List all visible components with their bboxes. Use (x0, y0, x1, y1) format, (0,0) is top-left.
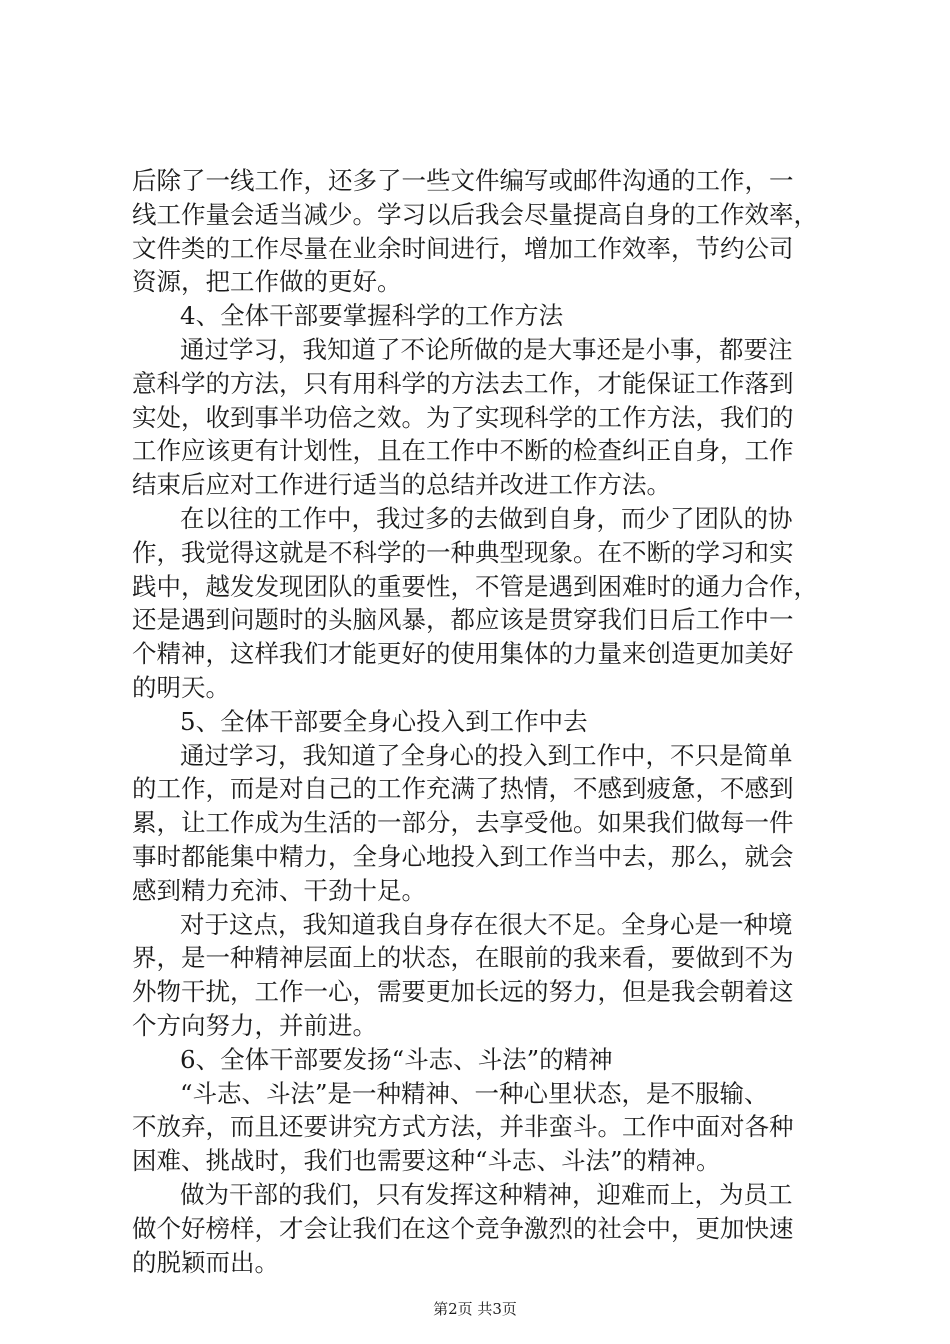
text-line: 后除了一线工作，还多了一些文件编写或邮件沟通的工作，一 (132, 166, 794, 195)
text-line: 作，我觉得这就是不科学的一种典型现象。在不断的学习和实 (132, 537, 794, 567)
text-line: 外物干扰，工作一心，需要更加长远的努力，但是我会朝着这 (132, 977, 794, 1007)
text-line: 个精神，这样我们才能更好的使用集体的力量来创造更加美好 (132, 639, 794, 669)
text-line: 5、全体干部要全身心投入到工作中去 (180, 706, 588, 736)
text-line: 结束后应对工作进行适当的总结并改进工作方法。 (132, 470, 671, 500)
text-line: 资源，把工作做的更好。 (132, 267, 402, 297)
text-line: 实处，收到事半功倍之效。为了实现科学的工作方法，我们的 (132, 402, 794, 432)
text-line: 在以往的工作中，我过多的去做到自身，而少了团队的协 (180, 503, 793, 533)
text-line: 线工作量会适当减少。学习以后我会尽量提高自身的工作效率， (132, 199, 818, 229)
page-footer: 第2页 共3页 (433, 1300, 517, 1318)
text-line: “斗志、斗法”是一种精神、一种心里状态，是不服输、 (180, 1078, 769, 1108)
text-line: 4、全体干部要掌握科学的工作方法 (180, 301, 564, 331)
text-line: 对于这点，我知道我自身存在很大不足。全身心是一种境 (180, 909, 793, 939)
text-line: 文件类的工作尽量在业余时间进行，增加工作效率，节约公司 (132, 233, 794, 263)
text-line: 累，让工作成为生活的一部分，去享受他。如果我们做每一件 (132, 808, 794, 838)
document-body (132, 164, 832, 1279)
text-line: 工作应该更有计划性，且在工作中不断的检查纠正自身，工作 (132, 436, 794, 466)
text-line: 不放弃，而且还要讲究方式方法，并非蛮斗。工作中面对各种 (132, 1112, 794, 1142)
text-line: 感到精力充沛、干劲十足。 (132, 875, 426, 905)
text-line: 践中，越发发现团队的重要性，不管是遇到困难时的通力合作， (132, 571, 818, 601)
text-line: 还是遇到问题时的头脑风暴，都应该是贯穿我们日后工作中一 (132, 605, 794, 635)
text-line: 个方向努力，并前进。 (132, 1010, 377, 1040)
text-line: 的脱颖而出。 (132, 1247, 279, 1277)
text-line: 的明天。 (132, 672, 230, 702)
text-line: 做个好榜样，才会让我们在这个竞争激烈的社会中，更加快速 (132, 1213, 794, 1243)
text-line: 通过学习，我知道了不论所做的是大事还是小事，都要注 (180, 334, 793, 364)
text-line: 通过学习，我知道了全身心的投入到工作中，不只是简单 (180, 740, 793, 770)
text-line: 界，是一种精神层面上的状态，在眼前的我来看，要做到不为 (132, 943, 794, 973)
text-line: 困难、挑战时，我们也需要这种“斗志、斗法”的精神。 (132, 1146, 721, 1176)
text-line: 意科学的方法，只有用科学的方法去工作，才能保证工作落到 (132, 368, 794, 398)
text-line: 的工作，而是对自己的工作充满了热情，不感到疲惫，不感到 (132, 774, 794, 804)
text-line: 6、全体干部要发扬“斗志、斗法”的精神 (180, 1044, 613, 1074)
text-line: 事时都能集中精力，全身心地投入到工作当中去，那么，就会 (132, 841, 794, 871)
text-line: 做为干部的我们，只有发挥这种精神，迎难而上，为员工 (180, 1179, 793, 1209)
